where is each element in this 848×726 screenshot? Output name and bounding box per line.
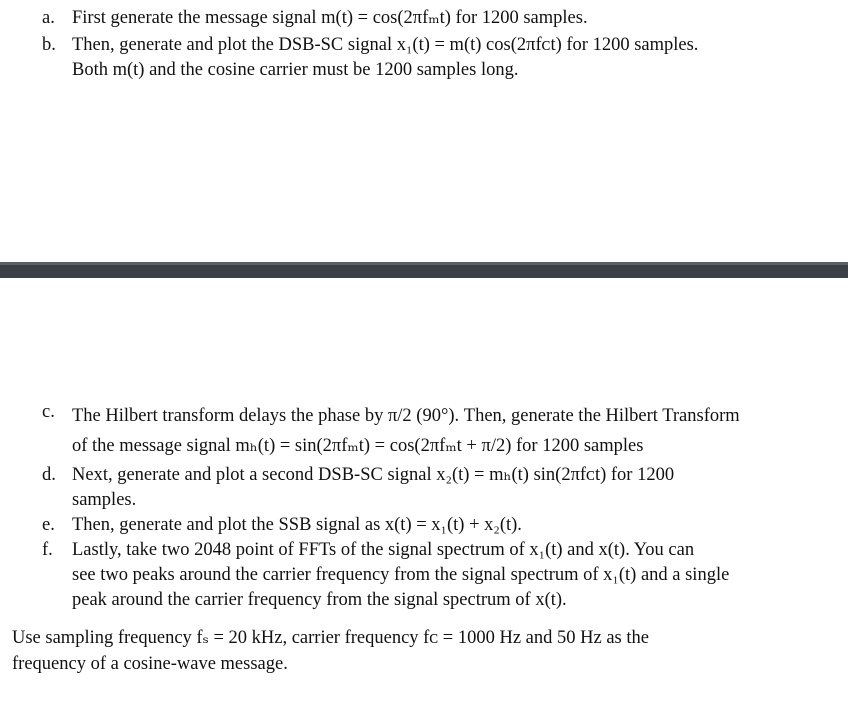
list-item-f xyxy=(42,538,832,613)
list-item-e xyxy=(42,513,832,538)
list-item-b xyxy=(42,33,832,83)
item-text-line: of the message signal mₕ(t) = sin(2πfₘt) = cos(2πfₘt + π/2) for 1200 samples xyxy=(72,436,644,456)
item-text-line: The Hilbert transform delays the phase by π/2 (90°). Then, generate the Hilbert Transform xyxy=(72,406,740,426)
item-text-line: Lastly, take two 2048 point of FFTs of the signal spectrum of x₁(t) and x(t). You can xyxy=(72,540,695,560)
item-text-line: samples. xyxy=(72,490,137,510)
item-text-line: Then, generate and plot the SSB signal as x(t) = x₁(t) + x₂(t). xyxy=(72,515,522,535)
item-marker: b. xyxy=(42,35,56,55)
item-marker: f. xyxy=(42,540,53,560)
item-text-line: Both m(t) and the cosine carrier must be 1200 samples long. xyxy=(72,60,519,80)
item-text-line: peak around the carrier frequency from the signal spectrum of x(t). xyxy=(72,590,567,610)
list-item-c xyxy=(42,400,832,460)
item-text-line: First generate the message signal m(t) = cos(2πfₘt) for 1200 samples. xyxy=(72,8,588,28)
item-marker: a. xyxy=(42,8,55,28)
divider-highlight xyxy=(0,262,848,265)
section-divider xyxy=(0,262,848,278)
item-marker: d. xyxy=(42,465,56,485)
closing-paragraph xyxy=(12,625,832,677)
paragraph-line: frequency of a cosine-wave message. xyxy=(12,654,288,674)
list-item-d xyxy=(42,463,832,513)
item-text-line: Then, generate and plot the DSB-SC signal x₁(t) = m(t) cos(2πfᴄt) for 1200 samples. xyxy=(72,35,699,55)
paragraph-line: Use sampling frequency fₛ = 20 kHz, carrier frequency fᴄ = 1000 Hz and 50 Hz as the xyxy=(12,628,649,648)
item-text-line: see two peaks around the carrier frequency from the signal spectrum of x₁(t) and a single xyxy=(72,565,730,585)
item-text-line: Next, generate and plot a second DSB-SC signal x₂(t) = mₕ(t) sin(2πfᴄt) for 1200 xyxy=(72,465,675,485)
item-marker: c. xyxy=(42,402,55,422)
item-marker: e. xyxy=(42,515,55,535)
list-item-a xyxy=(42,6,832,31)
